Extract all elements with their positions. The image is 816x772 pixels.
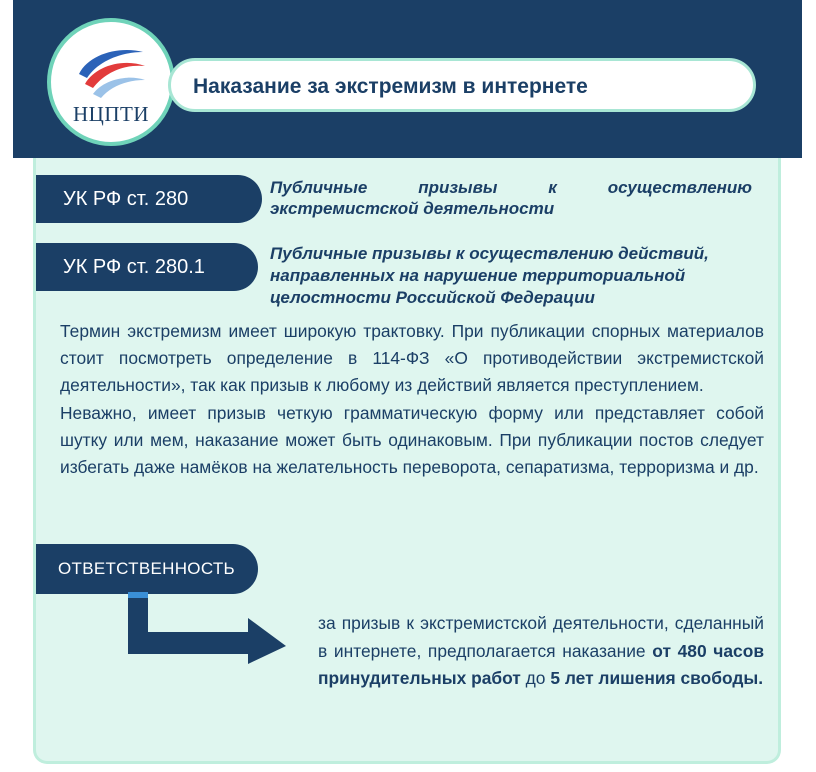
- penalty-text: [318, 610, 764, 693]
- description-line: целостности Российской Федерации: [270, 288, 595, 307]
- logo-text: НЦПТИ: [73, 102, 149, 126]
- description-line: Публичные призывы к осуществлению действий,: [270, 244, 709, 263]
- arrow-right-icon: [124, 592, 294, 664]
- logo: [47, 18, 175, 146]
- article-description-280: Публичные призывы к осуществлению экстремистской деятельности: [270, 178, 752, 218]
- responsibility-label: ОТВЕТСТВЕННОСТЬ: [36, 544, 258, 594]
- body-text: [60, 318, 764, 481]
- paragraph-definition: Термин экстремизм имеет широкую трактовку. При публикации спорных материалов стоит посмотреть определение в 114-ФЗ «О противодействии экстремистской деятельности», так как призыв к любому из действий является преступлением.: [60, 321, 764, 396]
- title-bar: [168, 58, 756, 112]
- page-title: Наказание за экстремизм в интернете: [193, 75, 588, 98]
- paragraph-warning: Неважно, имеет призыв четкую грамматическую форму или представляет собой шутку или мем, наказание может быть одинаковым. При публикации постов следует избегать даже намёков на желательность переворота, сепаратизма, терроризма и др.: [60, 402, 764, 478]
- article-tag-280: УК РФ ст. 280: [36, 175, 262, 223]
- penalty-intro: за призыв к экстремистской деятельности, сделанный в интернете, предполагается наказание: [318, 613, 764, 661]
- article-description-280-1: [270, 243, 754, 309]
- description-line: направленных на нарушение территориальной: [270, 266, 686, 285]
- penalty-min: от 480 часов принудительных работ: [318, 640, 765, 688]
- article-tag-280-1: УК РФ ст. 280.1: [36, 243, 258, 291]
- penalty-max: 5 лет лишения свободы.: [550, 668, 764, 688]
- penalty-connector: до: [520, 668, 551, 688]
- logo-swoosh-icon: [75, 44, 147, 100]
